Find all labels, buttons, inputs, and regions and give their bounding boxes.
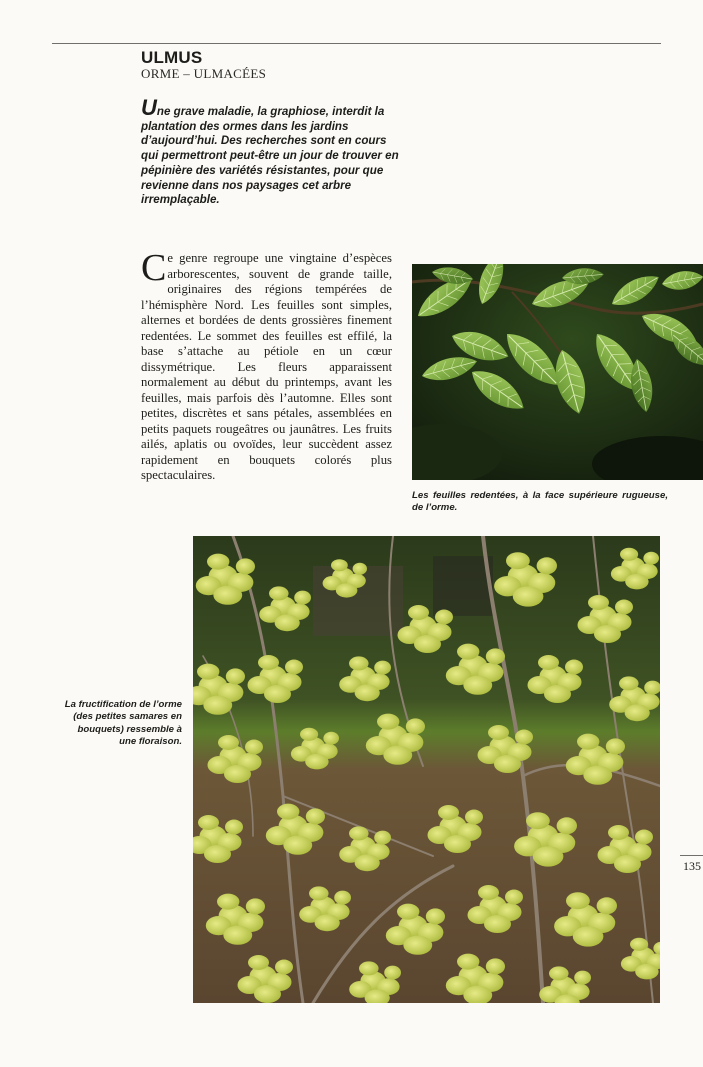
page-number: 135 bbox=[683, 859, 701, 873]
intro-paragraph bbox=[141, 95, 403, 208]
leaves-photo-caption: Les feuilles redentées, à la face supérieure rugueuse, de l’orme. bbox=[412, 490, 668, 514]
intro-initial: U bbox=[141, 95, 157, 120]
elm-leaves-illustration bbox=[412, 264, 703, 480]
fruit-photo-caption: La fructification de l’orme (des petites samares en bouquets) ressemble à une floraison. bbox=[64, 699, 182, 747]
page-number-rule bbox=[680, 855, 703, 856]
body-text: e genre regroupe une vingtaine d’espèces arborescentes, souvent de grande taille, originaires des régions tempérées de l’hémisphère Nord. Les feuilles sont simples, alternes et bordées de dents grossières finement redentées. Le sommet des feuilles est effilé, la base s’attache au pétiole en un cœur dissymétrique. Les fleurs apparaissent normalement au début du printemps, avant les feuilles, mais parfois dès l’automne. Elles sont petites, discrètes et sans pétales, assemblées en petits paquets rougeâtres ou jaunâtres. Les fruits ailés, aplatis ou ovoïdes, leur succèdent assez rapidement en bouquets colorés plus spectaculaires. bbox=[141, 251, 392, 482]
body-drop-cap: C bbox=[141, 247, 167, 289]
elm-leaves-photo bbox=[412, 264, 703, 480]
elm-fruit-illustration bbox=[193, 536, 660, 1003]
intro-text: ne grave maladie, la graphiose, interdit la plantation des ormes dans les jardins d’aujourd’hui. Des recherches sont en cours qui permettront peut-être un jour de trouver en pépinière des variétés résistantes, pour que revienne dans nos paysages cet arbre irremplaçable. bbox=[141, 105, 399, 207]
genus-title: ULMUS bbox=[141, 48, 203, 67]
elm-fruit-photo bbox=[193, 536, 660, 1003]
header-rule bbox=[52, 43, 661, 44]
family-subtitle: ORME – ULMACÉES bbox=[141, 66, 267, 81]
body-paragraph bbox=[141, 247, 392, 484]
